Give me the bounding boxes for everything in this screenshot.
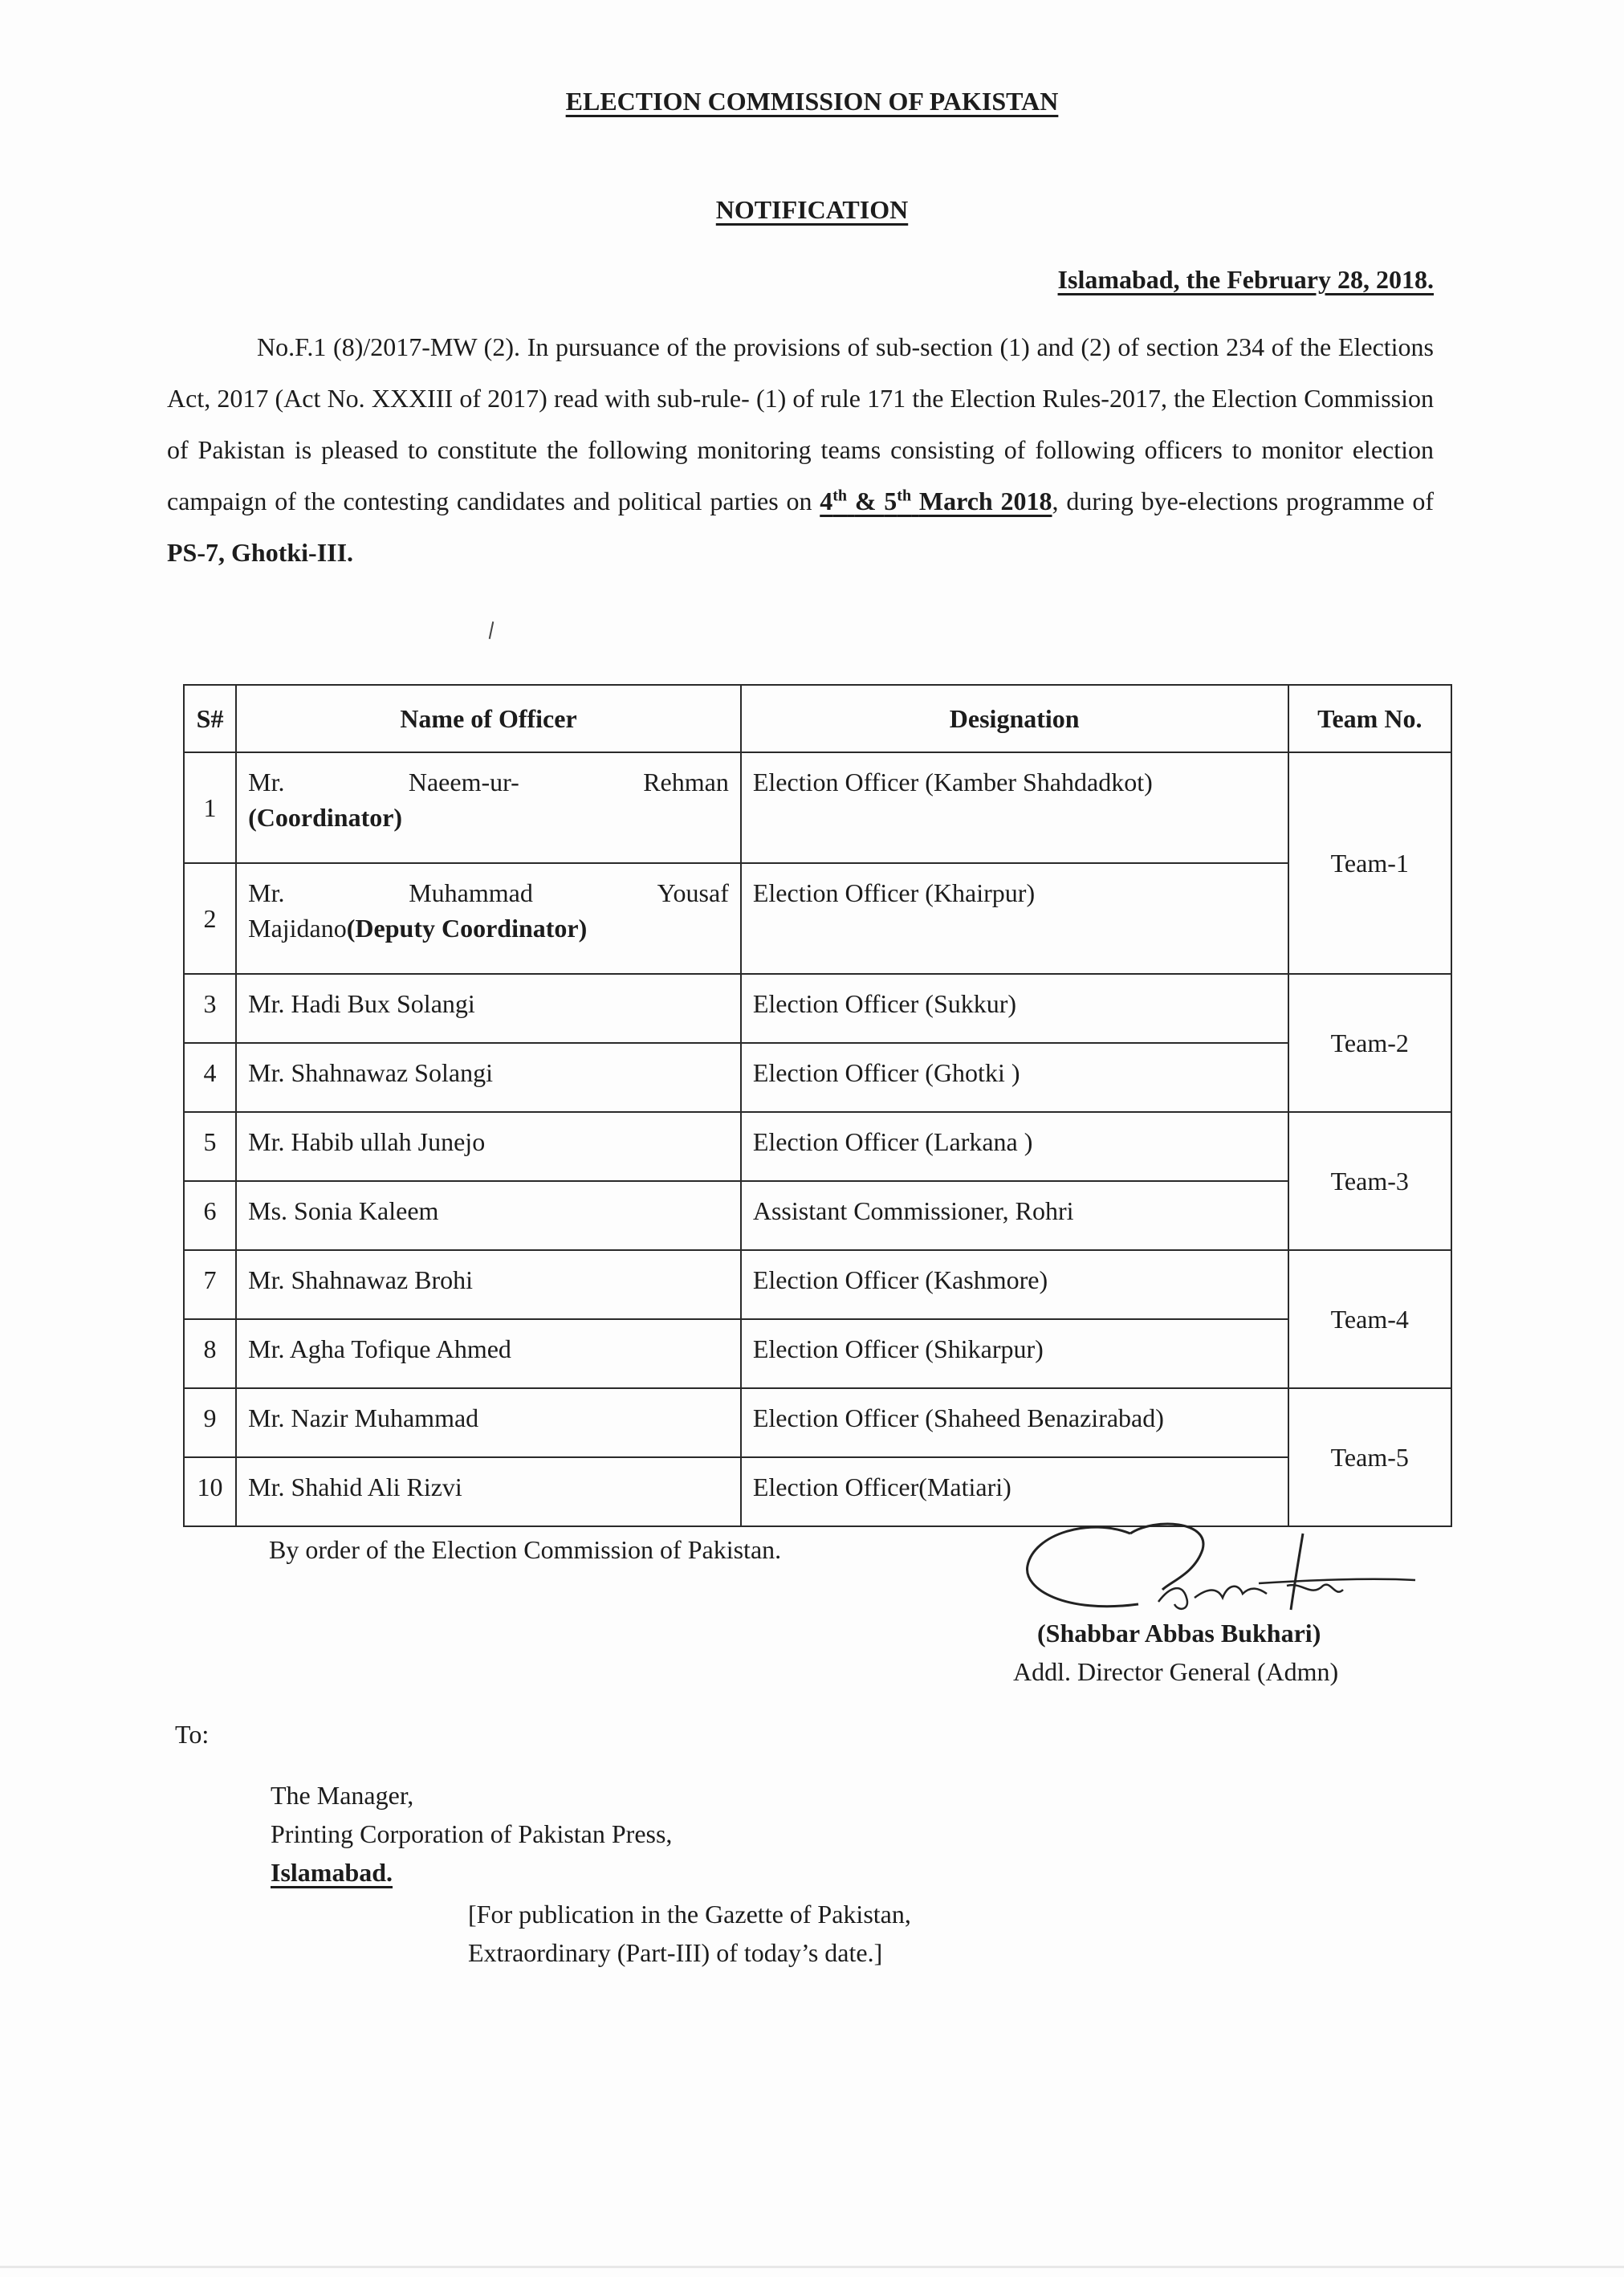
signatory-block (1013, 1614, 1338, 1691)
row-name: Mr. Hadi Bux Solangi (236, 974, 741, 1043)
table-row (184, 974, 1451, 1043)
stray-pen-mark (489, 621, 495, 639)
campaign-dates: 4th & 5th March 2018 (820, 487, 1052, 515)
team-cell: Team-3 (1288, 1112, 1452, 1250)
reference-number: No.F.1 (8)/2017-MW (2). (257, 332, 520, 361)
row-sn: 8 (184, 1319, 236, 1388)
row-name: Mr. Shahnawaz Solangi (236, 1043, 741, 1112)
row-sn: 4 (184, 1043, 236, 1112)
order-statement: By order of the Election Commission of Pakistan. (269, 1535, 782, 1564)
row-sn: 2 (184, 863, 236, 974)
header-designation: Designation (741, 685, 1288, 752)
body-text-part2: , during bye-elections programme of (1052, 487, 1434, 515)
row-sn: 5 (184, 1112, 236, 1181)
row-designation: Election Officer (Shaheed Benazirabad) (741, 1388, 1288, 1457)
table-row (184, 1250, 1451, 1319)
table-row (184, 1388, 1451, 1457)
table-row (184, 752, 1451, 863)
row-role: (Coordinator) (248, 803, 403, 832)
publication-note: [For publication in the Gazette of Pakistan, Extraordinary (Part-III) of today’s date.] (468, 1900, 911, 1967)
row-designation: Election Officer (Ghotki ) (741, 1043, 1288, 1112)
signatory-title: Addl. Director General (Admn) (1013, 1657, 1339, 1686)
constituency: PS-7, Ghotki-III. (167, 538, 354, 567)
place-date: Islamabad, the February 28, 2018. (1057, 265, 1434, 294)
row-sn: 1 (184, 752, 236, 863)
recipient-address (271, 1776, 672, 1892)
address-line: Printing Corporation of Pakistan Press, (271, 1819, 673, 1848)
row-sn: 10 (184, 1457, 236, 1526)
table-row (184, 1319, 1451, 1388)
team-cell: Team-2 (1288, 974, 1452, 1112)
row-designation: Election Officer (Kashmore) (741, 1250, 1288, 1319)
address-city: Islamabad. (271, 1858, 393, 1887)
document-title: NOTIFICATION (715, 195, 909, 224)
table-row (184, 1112, 1451, 1181)
row-designation: Election Officer (Sukkur) (741, 974, 1288, 1043)
row-designation: Assistant Commissioner, Rohri (741, 1181, 1288, 1250)
row-designation: Election Officer(Matiari) (741, 1457, 1288, 1526)
organization-title: ELECTION COMMISSION OF PAKISTAN (565, 87, 1059, 116)
table-row (184, 1181, 1451, 1250)
team-cell: Team-1 (1288, 752, 1452, 974)
row-name: Mr. Shahid Ali Rizvi (236, 1457, 741, 1526)
team-cell: Team-4 (1288, 1250, 1452, 1388)
row-designation: Election Officer (Larkana ) (741, 1112, 1288, 1181)
row-name: Mr. Shahnawaz Brohi (236, 1250, 741, 1319)
row-name: Mr. Habib ullah Junejo (236, 1112, 741, 1181)
notification-body (167, 321, 1434, 578)
table-row (184, 1043, 1451, 1112)
row-name: Mr. Naeem-ur- Rehman (Coordinator) (236, 752, 741, 863)
row-sn: 9 (184, 1388, 236, 1457)
row-name: Ms. Sonia Kaleem (236, 1181, 741, 1250)
row-designation: Election Officer (Kamber Shahdadkot) (741, 752, 1288, 863)
row-role: (Deputy Coordinator) (346, 914, 588, 943)
table-header-row (184, 685, 1451, 752)
row-sn: 6 (184, 1181, 236, 1250)
row-name: Mr. Agha Tofique Ahmed (236, 1319, 741, 1388)
header-team: Team No. (1288, 685, 1452, 752)
header-name: Name of Officer (236, 685, 741, 752)
scan-edge-line (0, 2266, 1624, 2268)
row-name: Mr. Nazir Muhammad (236, 1388, 741, 1457)
signatory-name: (Shabbar Abbas Bukhari) (1037, 1619, 1321, 1648)
to-label: To: (175, 1720, 210, 1749)
row-designation: Election Officer (Shikarpur) (741, 1319, 1288, 1388)
row-name: Mr. Muhammad Yousaf Majidano(Deputy Coordinator) (236, 863, 741, 974)
table-row (184, 863, 1451, 974)
body-text-part1: In pursuance of the provisions of sub-section (1) and (2) of section 234 of the Elections Act, 2017 (Act No. XXXIII of 2017) read with sub-rule- (1) of rule 171 the Election Rules-2017, the Election Commission of Pakistan is pleased to constitute the following monitoring teams consisting of following officers to monitor election campaign of the contesting candidates and political parties on (167, 332, 1435, 515)
header-sn: S# (184, 685, 236, 752)
monitoring-teams-table (183, 684, 1452, 1527)
address-line: The Manager, (271, 1781, 414, 1810)
team-cell: Team-5 (1288, 1388, 1452, 1526)
row-designation: Election Officer (Khairpur) (741, 863, 1288, 974)
row-sn: 7 (184, 1250, 236, 1319)
row-sn: 3 (184, 974, 236, 1043)
